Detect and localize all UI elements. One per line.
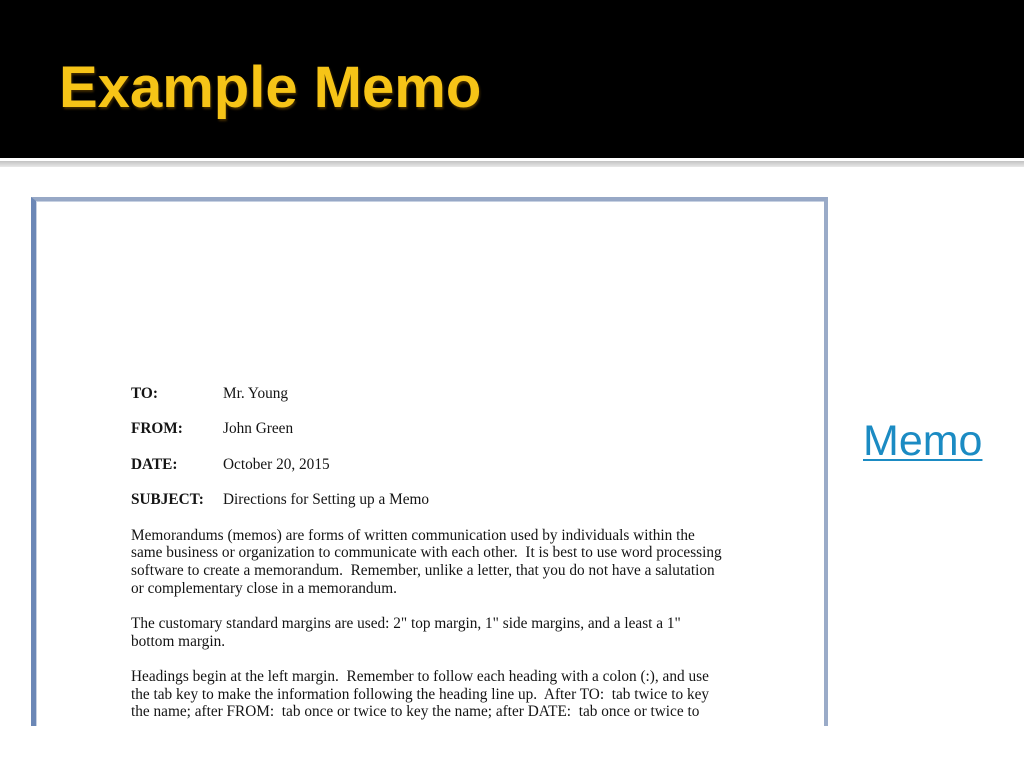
memo-page xyxy=(131,385,821,726)
memo-paragraph-margins xyxy=(131,615,821,650)
memo-line: Headings begin at the left margin. Remember to follow each heading with a colon (:), and use xyxy=(131,668,709,685)
memo-line: bottom margin. xyxy=(131,632,226,650)
separator-line xyxy=(0,161,1024,167)
memo-line: the name; after FROM: tab once or twice to key the name; after DATE: tab once or twice to xyxy=(131,703,700,721)
slide-title: Example Memo xyxy=(59,55,482,120)
memo-paragraph-intro xyxy=(131,527,821,598)
memo-subject-value: Directions for Setting up a Memo xyxy=(223,491,430,509)
memo-from-value: John Green xyxy=(223,420,294,438)
memo-line: Memorandums (memos) are forms of written communication used by individuals within the xyxy=(131,526,695,544)
memo-line: or complementary close in a memorandum. xyxy=(131,579,397,597)
memo-from-label: FROM: xyxy=(131,420,183,438)
memo-line: same business or organization to communicate with each other. It is best to use word processing xyxy=(131,544,722,562)
memo-date-row xyxy=(131,456,821,474)
memo-line: the tab key to make the information following the heading line up. After TO: tab twice to key xyxy=(131,685,710,703)
memo-subject-row xyxy=(131,491,821,509)
memo-to-label: TO: xyxy=(131,385,158,402)
memo-subject-label: SUBJECT: xyxy=(131,491,204,509)
memo-link[interactable]: Memo xyxy=(863,417,983,465)
memo-to-row xyxy=(131,385,821,403)
memo-to-value: Mr. Young xyxy=(223,385,289,402)
memo-paragraph-headings xyxy=(131,668,821,721)
memo-date-label: DATE: xyxy=(131,455,178,473)
memo-line: software to create a memorandum. Remember, unlike a letter, that you do not have a salutation xyxy=(131,561,715,579)
memo-from-row xyxy=(131,420,821,438)
memo-date-value: October 20, 2015 xyxy=(223,455,330,473)
memo-image xyxy=(31,197,828,726)
memo-line: The customary standard margins are used: 2" top margin, 1" side margins, and a least a 1" xyxy=(131,614,681,632)
header-bar xyxy=(0,0,1024,158)
